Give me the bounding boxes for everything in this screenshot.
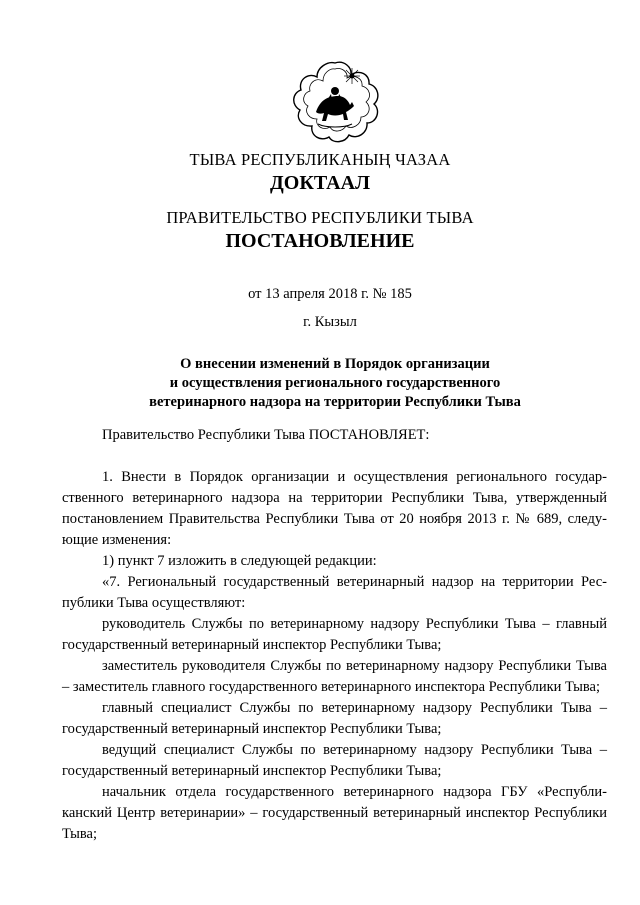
document-title	[100, 355, 570, 412]
paragraph-5: заместитель руководителя Службы по ветеринарному надзору Республики Тыва – заместитель главного государственного ветеринарного инспектора Республики Тыва;	[62, 658, 607, 695]
title-line-3: ветеринарного надзора на территории Республики Тыва	[149, 394, 521, 410]
government-name-tuvan: ТЫВА РЕСПУБЛИКАНЫҢ ЧАЗАА	[189, 150, 451, 169]
paragraph-7: ведущий специалист Службы по ветеринарному надзору Республики Тыва – государственный ветеринарный инспектор Республики Тыва;	[62, 742, 607, 779]
document-date-number: от 13 апреля 2018 г. № 185	[248, 286, 412, 302]
title-line-2: и осуществления регионального государственного	[169, 375, 501, 391]
document-type-tuvan: ДОКТААЛ	[270, 172, 370, 194]
preamble: Правительство Республики Тыва ПОСТАНОВЛЯЕТ:	[102, 427, 430, 443]
government-name-russian: ПРАВИТЕЛЬСТВО РЕСПУБЛИКИ ТЫВА	[166, 208, 474, 227]
tuva-coat-of-arms-icon	[288, 58, 382, 144]
paragraph-1: 1. Внести в Порядок организации и осуществления регионального государственного ветеринарного надзора на территории Республики Тыва, утвержденный постановлением Правительства Республики Тыва от 20 ноября 2013 г. № 689, следующие изменения:	[62, 469, 607, 548]
paragraph-6: главный специалист Службы по ветеринарному надзору Республики Тыва – государственный ветеринарный инспектор Республики Тыва;	[62, 700, 607, 737]
paragraph-2: 1) пункт 7 изложить в следующей редакции:	[102, 553, 377, 569]
document-city: г. Кызыл	[303, 314, 357, 330]
document-type-russian: ПОСТАНОВЛЕНИЕ	[225, 230, 415, 252]
paragraph-4: руководитель Службы по ветеринарному надзору Республики Тыва – главный государственный ветеринарный инспектор Республики Тыва;	[62, 616, 607, 653]
document-body	[62, 425, 607, 845]
title-line-1: О внесении изменений в Порядок организации	[180, 356, 490, 372]
paragraph-3: «7. Региональный государственный ветеринарный надзор на территории Республики Тыва осуществляют:	[62, 574, 607, 611]
paragraph-8: начальник отдела государственного ветеринарного надзора ГБУ «Республиканский Центр ветеринарии» – государственный ветеринарный инспектор Республики Тыва;	[62, 784, 607, 842]
